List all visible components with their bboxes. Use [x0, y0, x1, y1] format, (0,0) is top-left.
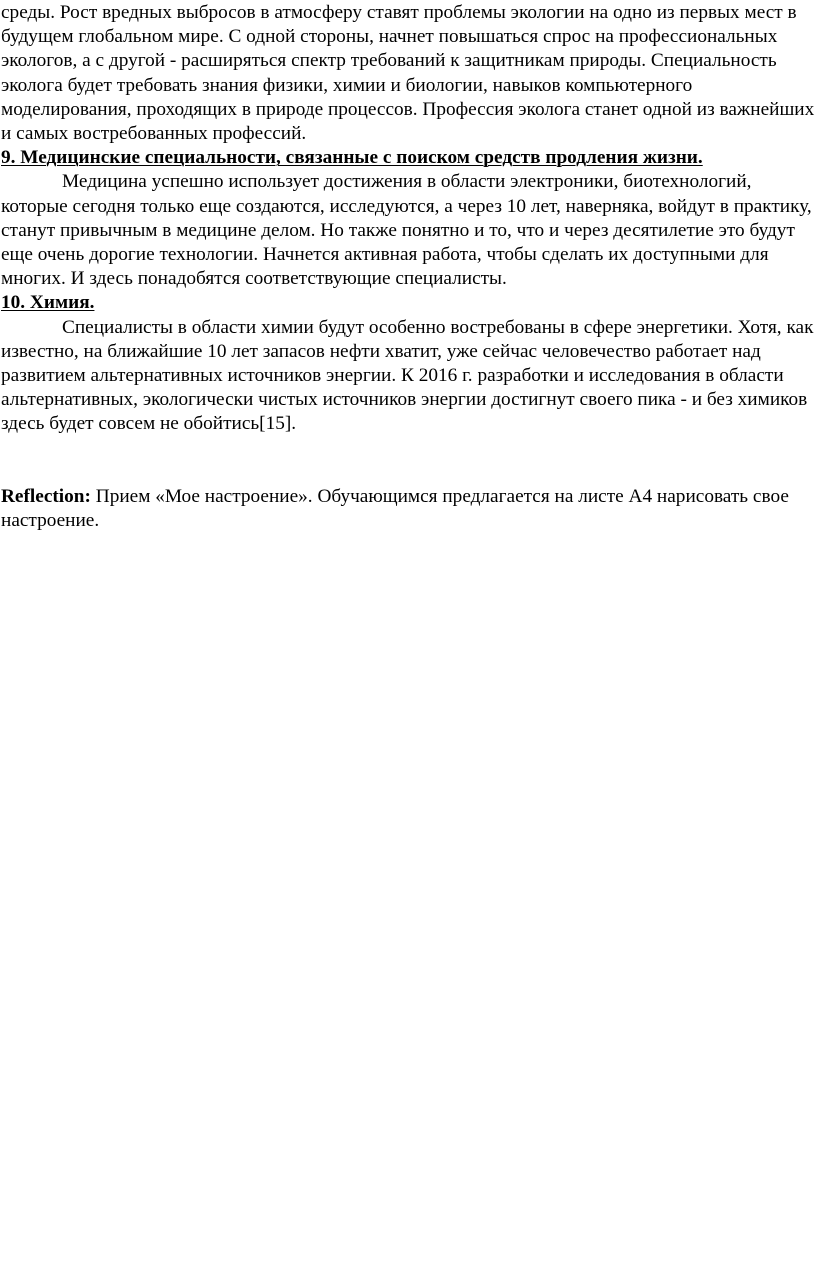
reflection-text: Прием «Мое настроение». Обучающимся предлагается на листе А4 нарисовать свое настроение.: [1, 485, 789, 531]
blank-space: [1, 437, 816, 485]
section-9-paragraph: Медицина успешно использует достижения в области электроники, биотехнологий, которые сегодня только еще создаются, исследуются, а через 10 лет, наверняка, войдут в практику, станут привычным в медицине делом. Но также понятно и то, что и через десятилетие это будут еще очень дорогие технологии. Начнется активная работа, чтобы сделать их доступными для многих. И здесь понадобятся соответствующие специалисты.: [1, 171, 812, 290]
intro-paragraph: среды. Рост вредных выбросов в атмосферу ставят проблемы экологии на одно из первых мест в будущем глобальном мире. С одной стороны, начнет повышаться спрос на профессиональных экологов, а с другой - расширяться спектр требований к защитникам природы. Специальность эколога будет требовать знания физики, химии и биологии, навыков компьютерного моделирования, проходящих в природе процессов. Профессия эколога станет одной из важнейших и самых востребованных профессий.: [1, 2, 815, 145]
section-10-paragraph: Специалисты в области химии будут особенно востребованы в сфере энергетики. Хотя, как известно, на ближайшие 10 лет запасов нефти хватит, уже сейчас человечество работает над развитием альтернативных источников энергии. К 2016 г. разработки и исследования в области альтернативных, экологически чистых источников энергии достигнут своего пика - и без химиков здесь будет совсем не обойтись[15].: [1, 316, 814, 435]
document-page: [0, 0, 816, 533]
section-9-heading: 9. Медицинские специальности, связанные с поиском средств продления жизни.: [1, 147, 703, 169]
section-10-heading: 10. Химия.: [1, 292, 95, 314]
reflection-paragraph: [1, 485, 816, 533]
reflection-label: Reflection:: [1, 485, 91, 507]
